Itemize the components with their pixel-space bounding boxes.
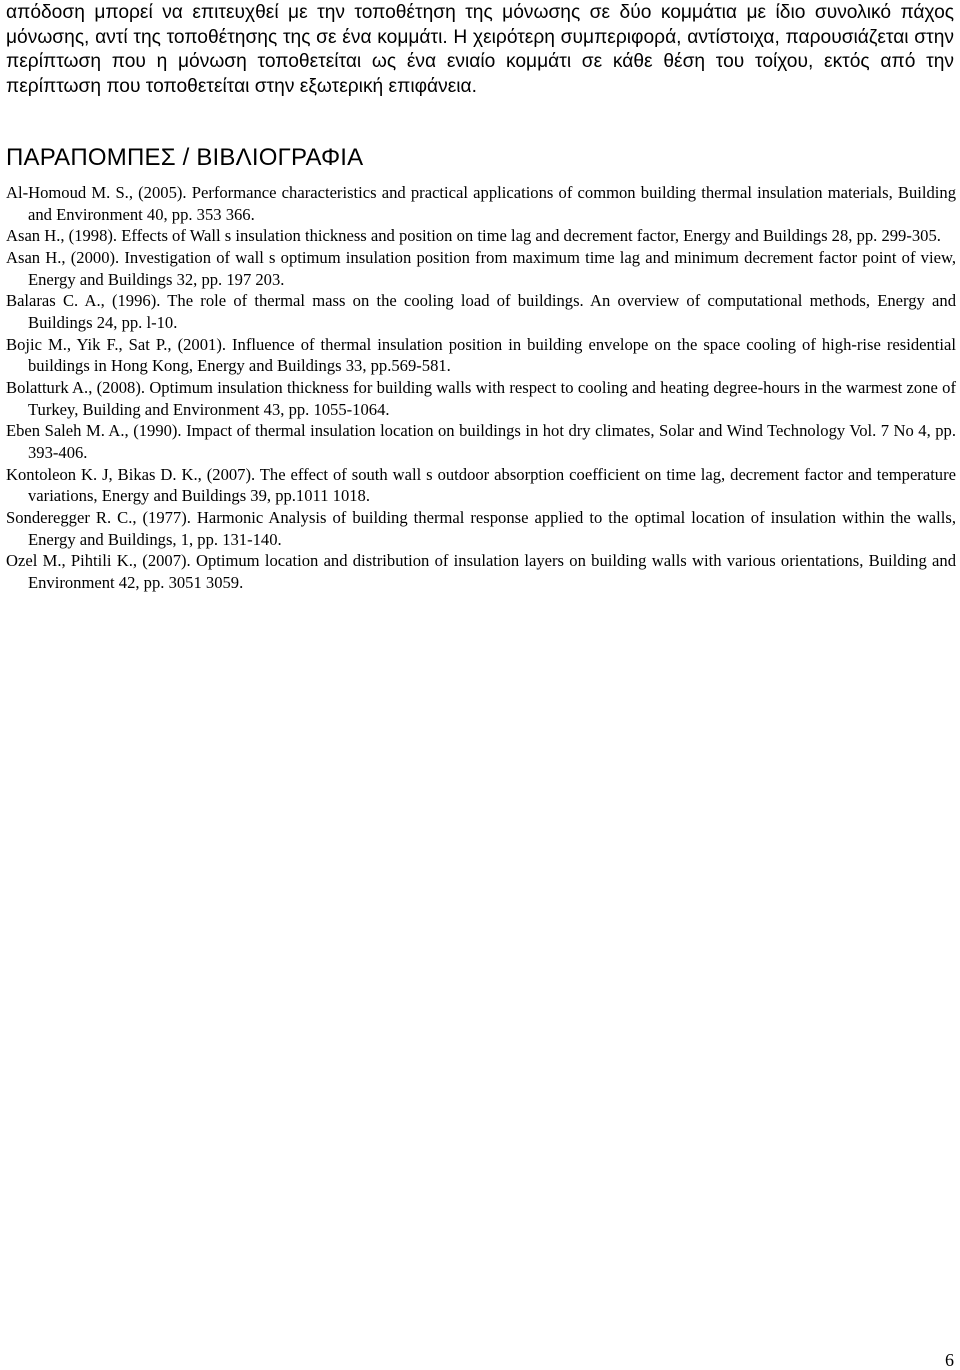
- reference-item: Asan H., (1998). Effects of Wall s insulation thickness and position on time lag and decrement factor, Energy and Buildings 28, pp. 299-305.: [6, 226, 941, 246]
- intro-paragraph: απόδοση μπορεί να επιτευχθεί με την τοποθέτηση της μόνωσης σε δύο κομμάτια με ίδιο συνολικό πάχος μόνωσης, αντί της τοποθέτησης της σε ένα κομμάτι. Η χειρότερη συμπεριφορά, αντίστοιχα, παρουσιάζεται στην περίπτωση που η μόνωση τοποθετείται ως ένα ενιαίο κομμάτι σε κάθε θέση του τοίχου, εκτός από την περίπτωση που τοποθετείται στην εξωτερική επιφάνεια.: [6, 2, 954, 97]
- reference-item: Eben Saleh M. A., (1990). Impact of thermal insulation location on buildings in hot dry climates, Solar and Wind Technology Vol. 7 No 4, pp. 393-406.: [6, 421, 956, 462]
- reference-item: Bojic M., Yik F., Sat P., (2001). Influence of thermal insulation position in building envelope on the space cooling of high-rise residential buildings in Hong Kong, Energy and Buildings 33, pp.569-581.: [6, 334, 956, 376]
- reference-item: Ozel M., Pihtili K., (2007). Optimum location and distribution of insulation layers on building walls with various orientations, Building and Environment 42, pp. 3051 3059.: [6, 551, 956, 592]
- reference-item: Bolatturk A., (2008). Optimum insulation thickness for building walls with respect to cooling and heating degree-hours in the warmest zone of Turkey, Building and Environment 43, pp. 1055-1064.: [6, 377, 956, 419]
- page-number: 6: [945, 1350, 954, 1370]
- references-list: [6, 182, 956, 593]
- reference-item: Al-Homoud M. S., (2005). Performance characteristics and practical applications of common building thermal insulation materials, Building and Environment 40, pp. 353 366.: [6, 183, 956, 224]
- references-heading: ΠΑΡΑΠΟΜΠΕΣ / ΒΙΒΛΙΟΓΡΑΦΙΑ: [6, 144, 364, 171]
- reference-item: Balaras C. A., (1996). The role of thermal mass on the cooling load of buildings. An overview of computational methods, Energy and Buildings 24, pp. l-10.: [6, 291, 956, 332]
- reference-item: Asan H., (2000). Investigation of wall s optimum insulation position from maximum time lag and minimum decrement factor point of view, Energy and Buildings 32, pp. 197 203.: [6, 247, 956, 289]
- reference-item: Sonderegger R. C., (1977). Harmonic Analysis of building thermal response applied to the optimal location of insulation within the walls, Energy and Buildings, 1, pp. 131-140.: [6, 507, 956, 549]
- reference-item: Kontoleon K. J, Bikas D. K., (2007). The effect of south wall s outdoor absorption coefficient on time lag, decrement factor and temperature variations, Energy and Buildings 39, pp.1011 1018.: [6, 464, 956, 506]
